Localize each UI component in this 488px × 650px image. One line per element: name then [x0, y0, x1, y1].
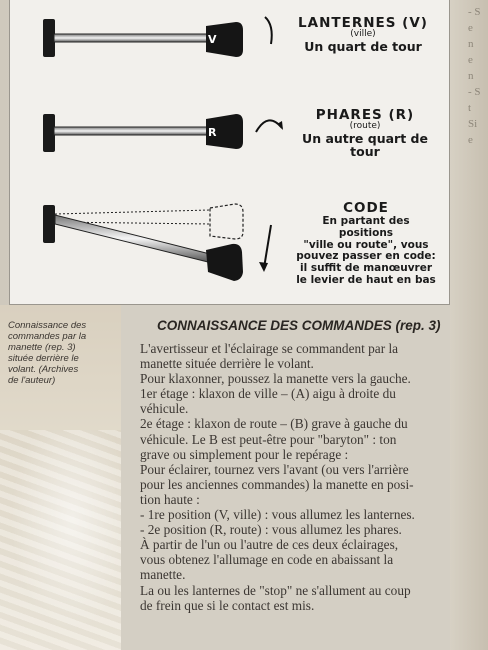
body-line: de frein que si le contact est mis.	[140, 597, 315, 613]
label-code	[296, 201, 436, 287]
turn-arrow	[256, 120, 282, 132]
section-heading: CONNAISSANCE DES COMMANDES (rep. 3)	[157, 318, 441, 333]
code-line: il suffit de manœuvrer	[299, 262, 433, 275]
code-title: CODE	[343, 200, 389, 216]
decorative-background	[0, 430, 121, 650]
adjacent-page-edge	[450, 0, 488, 650]
code-line: "ville ou route", vous	[303, 238, 429, 251]
phares-title: PHARES (R)	[315, 107, 415, 123]
body-line: manette située derrière le volant.	[140, 356, 314, 372]
body-line: tion haute :	[140, 491, 200, 507]
adjacent-page-text: - S e n e n - S t Si e	[468, 6, 481, 146]
body-line: manette.	[140, 567, 186, 583]
body-line: - 2e position (R, route) : vous allumez les phares.	[140, 522, 402, 538]
lever-lanternes	[43, 17, 272, 57]
figure-caption: Connaissance des commandes par la manette (rep. 3) située derrière le volant. (Archives de l'auteur)	[8, 320, 87, 386]
body-line: La ou les lanternes de "stop" ne s'allument au coup	[140, 582, 411, 598]
diagram-panel	[9, 0, 450, 305]
phares-sub: (route)	[349, 121, 381, 132]
article-body	[140, 341, 452, 613]
body-line: Pour klaxonner, poussez la manette vers la gauche.	[140, 371, 411, 387]
body-line: À partir de l'un ou l'autre de ces deux éclairages,	[140, 537, 399, 553]
knob-letter-v: V	[208, 33, 217, 46]
body-line: vous obtenez l'allumage en code en abaissant la	[140, 552, 394, 568]
code-line: le levier de haut en bas	[296, 273, 436, 286]
quarter-turn-arrow	[265, 17, 272, 44]
code-body	[296, 216, 436, 287]
label-lanternes	[288, 16, 438, 53]
phares-desc: Un autre quart de tour	[302, 130, 428, 159]
body-line: véhicule.	[140, 401, 189, 417]
body-line: L'avertisseur et l'éclairage se commandent par la	[140, 341, 399, 356]
lever-code	[43, 204, 271, 281]
body-line: - 1re position (V, ville) : vous allumez les lanternes.	[140, 507, 415, 523]
body-line: 1er étage : klaxon de ville – (A) aigu à droite du	[140, 386, 396, 402]
knob-letter-r: R	[208, 126, 217, 139]
code-line: En partant des positions	[322, 215, 410, 239]
body-line: pour les anciennes commandes) la manette en posi-	[140, 476, 414, 492]
lever-phares	[43, 114, 283, 152]
lanternes-sub: (ville)	[350, 29, 376, 40]
body-line: 2e étage : klaxon de route – (B) grave à gauche du	[140, 416, 408, 432]
body-line: Pour éclairer, tournez vers l'avant (ou vers l'arrière	[140, 461, 409, 477]
down-arrow	[264, 225, 271, 268]
body-line: grave ou simplement pour le repérage :	[140, 446, 349, 462]
lanternes-desc: Un quart de tour	[304, 38, 422, 54]
label-phares	[290, 108, 440, 158]
body-line: véhicule. Le B est peut-être pour "baryton" : ton	[140, 431, 397, 447]
code-line: pouvez passer en code:	[296, 250, 436, 263]
lanternes-title: LANTERNES (V)	[298, 15, 428, 31]
